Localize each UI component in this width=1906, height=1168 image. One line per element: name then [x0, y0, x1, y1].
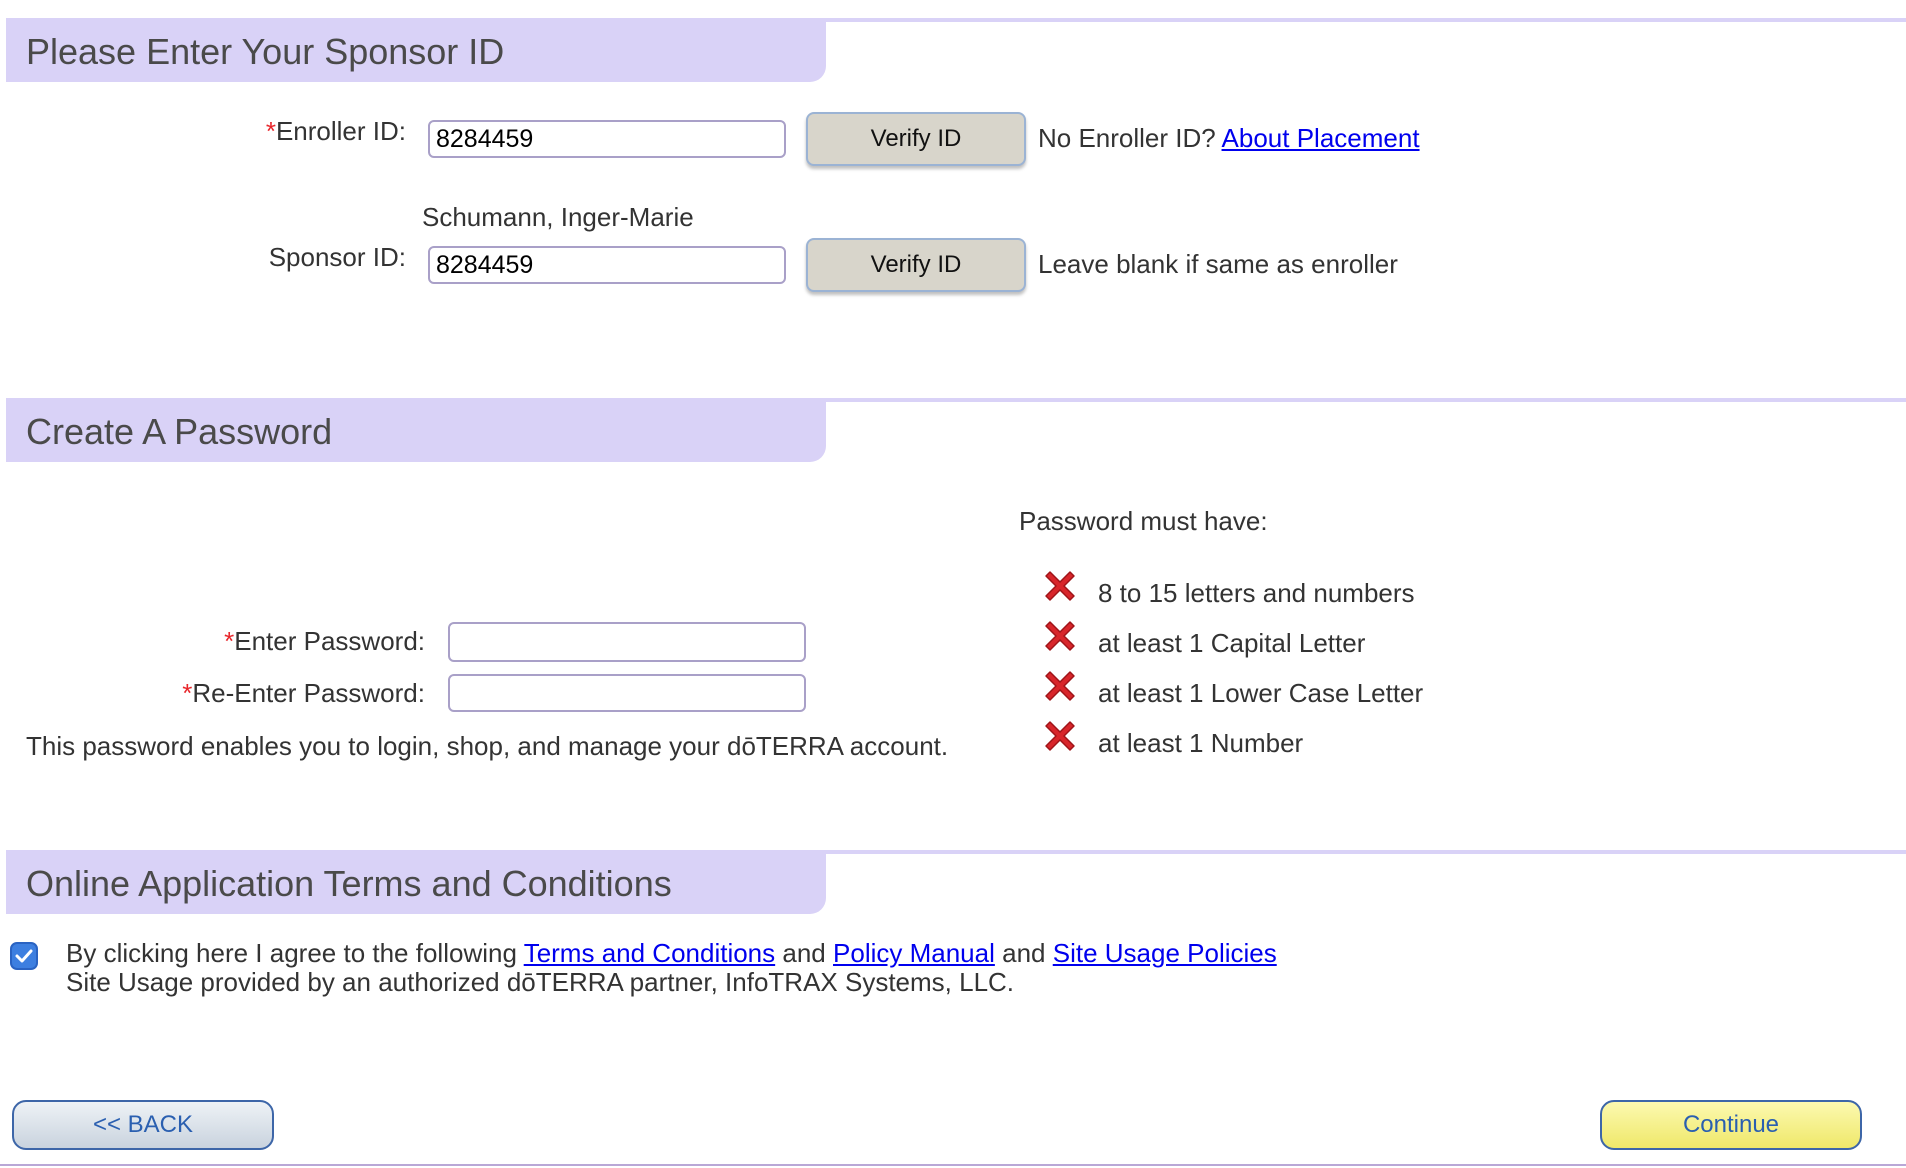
- enroller-id-input[interactable]: [428, 120, 786, 158]
- terms-section-title: Online Application Terms and Conditions: [26, 863, 672, 904]
- enroller-id-label: *Enroller ID:: [265, 116, 406, 146]
- password-rule-text: 8 to 15 letters and numbers: [1098, 578, 1415, 608]
- no-enroller-hint: No Enroller ID? About Placement: [1038, 123, 1420, 153]
- verify-sponsor-button[interactable]: Verify ID: [806, 238, 1026, 292]
- sponsor-section-title: Please Enter Your Sponsor ID: [26, 31, 505, 72]
- red-x-icon: [1040, 716, 1080, 756]
- leave-blank-hint: Leave blank if same as enroller: [1038, 249, 1398, 279]
- provider-note: Site Usage provided by an authorized dōTERRA partner, InfoTRAX Systems, LLC.: [66, 967, 1015, 997]
- policy-manual-link[interactable]: Policy Manual: [833, 938, 995, 968]
- sponsor-id-input[interactable]: [428, 246, 786, 284]
- password-note: This password enables you to login, shop, and manage your dōTERRA account.: [26, 731, 949, 761]
- verify-enroller-button[interactable]: Verify ID: [806, 112, 1026, 166]
- password-rules-heading: Password must have:: [1019, 506, 1268, 536]
- terms-and-conditions-link[interactable]: Terms and Conditions: [523, 938, 776, 968]
- red-x-icon: [1040, 566, 1080, 606]
- enter-password-input[interactable]: [448, 622, 806, 662]
- sponsor-name: Schumann, Inger-Marie: [422, 202, 694, 232]
- site-usage-policies-link[interactable]: Site Usage Policies: [1052, 938, 1277, 968]
- continue-button[interactable]: Continue: [1600, 1100, 1862, 1150]
- terms-agreement-text: By clicking here I agree to the following Terms and Conditions and Policy Manual and Site Usage Policies: [66, 938, 1277, 968]
- red-x-icon: [1040, 616, 1080, 656]
- password-rule-text: at least 1 Capital Letter: [1098, 628, 1366, 658]
- bottom-divider: [0, 1164, 1906, 1166]
- about-placement-link[interactable]: About Placement: [1221, 123, 1420, 153]
- required-star: *: [265, 116, 276, 146]
- reenter-password-label: *Re-Enter Password:: [182, 678, 425, 708]
- required-star: *: [224, 626, 235, 656]
- agree-checkbox[interactable]: [10, 942, 38, 970]
- enter-password-label: *Enter Password:: [224, 626, 425, 656]
- password-rule-text: at least 1 Number: [1098, 728, 1304, 758]
- back-button[interactable]: << BACK: [12, 1100, 274, 1150]
- reenter-password-input[interactable]: [448, 674, 806, 712]
- red-x-icon: [1040, 666, 1080, 706]
- sponsor-id-label: Sponsor ID:: [268, 242, 406, 272]
- required-star: *: [182, 678, 193, 708]
- password-section-title: Create A Password: [26, 411, 333, 452]
- password-rule-text: at least 1 Lower Case Letter: [1098, 678, 1424, 708]
- checkmark-icon: [10, 942, 38, 970]
